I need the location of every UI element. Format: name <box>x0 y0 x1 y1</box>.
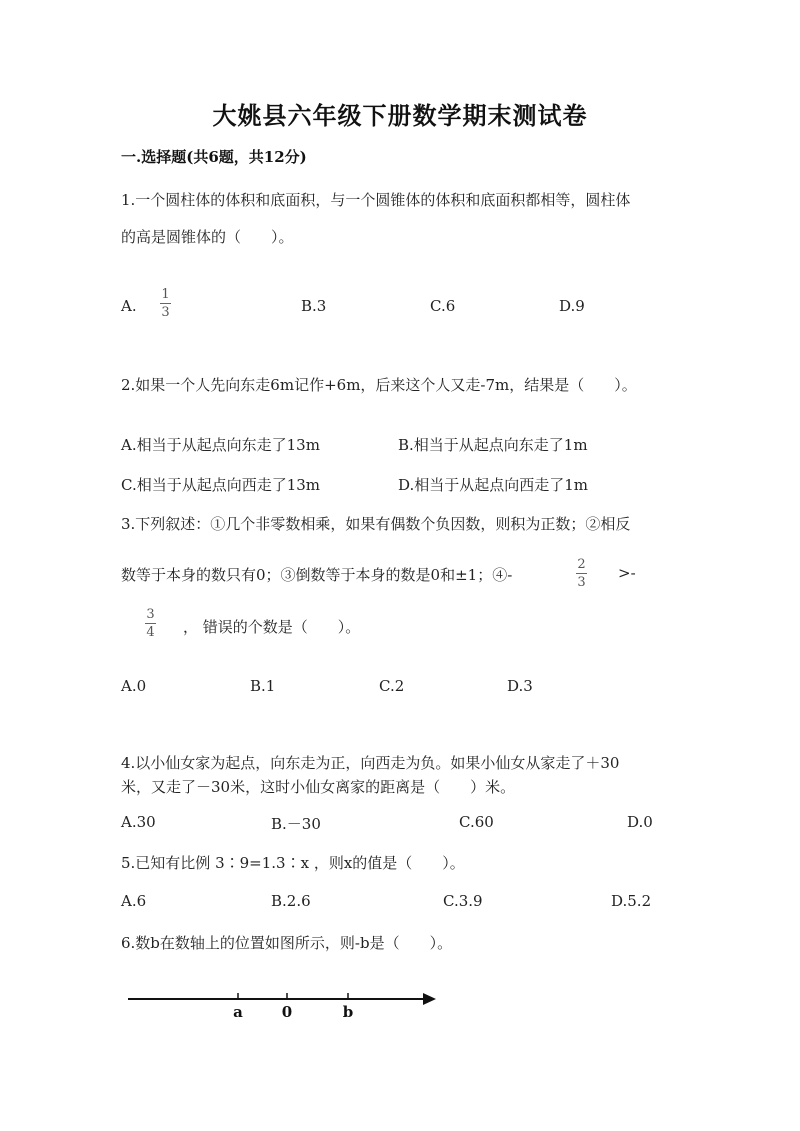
fraction-numerator: 2 <box>577 557 586 572</box>
fraction-denominator: 4 <box>146 625 155 640</box>
section-heading: 一.选择题(共6题，共12分) <box>121 148 307 166</box>
question-1-option-d: D.9 <box>559 297 585 315</box>
question-2-option-c: C.相当于从起点向西走了13m <box>121 476 321 494</box>
tick-label-zero: 0 <box>281 1003 293 1021</box>
fraction-numerator: 1 <box>161 287 170 302</box>
question-1-option-b: B.3 <box>301 297 327 315</box>
question-3-line-3: ， 错误的个数是（ ）。 <box>183 618 361 636</box>
question-2-option-d: D.相当于从起点向西走了1m <box>398 476 589 494</box>
question-3-option-c: C.2 <box>379 677 405 695</box>
fraction-denominator: 3 <box>577 575 586 590</box>
question-3-option-b: B.1 <box>250 677 276 695</box>
tick-label-b: b <box>342 1003 354 1021</box>
question-3-fraction-three-quarters <box>145 607 156 640</box>
fraction-bar <box>576 573 587 574</box>
question-1-option-c: C.6 <box>430 297 456 315</box>
question-3-option-a: A.0 <box>121 677 147 695</box>
question-5-option-b: B.2.6 <box>271 892 311 910</box>
question-5-option-d: D.5.2 <box>611 892 652 910</box>
question-1-option-a-label: A. <box>121 297 137 315</box>
question-3-option-d: D.3 <box>507 677 533 695</box>
question-5-option-c: C.3.9 <box>443 892 483 910</box>
question-1-line-1: 1.一个圆柱体的体积和底面积，与一个圆锥体的体积和底面积都相等，圆柱体 <box>121 191 631 209</box>
question-2-option-b: B.相当于从起点向东走了1m <box>398 436 588 454</box>
question-1-line-2: 的高是圆锥体的（ ）。 <box>121 228 294 246</box>
page-title: 大姚县六年级下册数学期末测试卷 <box>212 101 588 130</box>
question-2-stem: 2.如果一个人先向东走6m记作+6m，后来这个人又走-7m，结果是（ ）。 <box>121 376 637 394</box>
question-1-option-a-fraction <box>160 287 171 320</box>
fraction-numerator: 3 <box>146 607 155 622</box>
fraction-denominator: 3 <box>161 305 170 320</box>
question-4-line-2: 米，又走了－30米，这时小仙女离家的距离是（ ）米。 <box>121 778 516 796</box>
question-4-option-a: A.30 <box>121 813 156 831</box>
question-4-option-b: B.－30 <box>271 815 321 833</box>
fraction-bar <box>160 303 171 304</box>
question-3-compare: >- <box>618 564 636 582</box>
question-3-fraction-two-thirds <box>576 557 587 590</box>
question-5-stem: 5.已知有比例 3∶9=1.3∶x ，则x的值是（ ）。 <box>121 854 465 872</box>
question-4-option-d: D.0 <box>627 813 653 831</box>
tick-label-a: a <box>233 1003 243 1021</box>
number-line-figure <box>120 985 450 1025</box>
question-6-stem: 6.数b在数轴上的位置如图所示，则-b是（ ）。 <box>121 934 453 952</box>
question-4-option-c: C.60 <box>459 813 494 831</box>
question-2-option-a: A.相当于从起点向东走了13m <box>121 436 320 454</box>
fraction-bar <box>145 623 156 624</box>
question-4-line-1: 4.以小仙女家为起点，向东走为正，向西走为负。如果小仙女从家走了＋30 <box>121 754 620 772</box>
number-line-arrow <box>423 993 436 1005</box>
question-3-line-2: 数等于本身的数只有0；③倒数等于本身的数是0和±1；④- <box>121 566 513 584</box>
question-5-option-a: A.6 <box>121 892 147 910</box>
question-3-line-1: 3.下列叙述：①几个非零数相乘，如果有偶数个负因数，则积为正数；②相反 <box>121 515 631 533</box>
